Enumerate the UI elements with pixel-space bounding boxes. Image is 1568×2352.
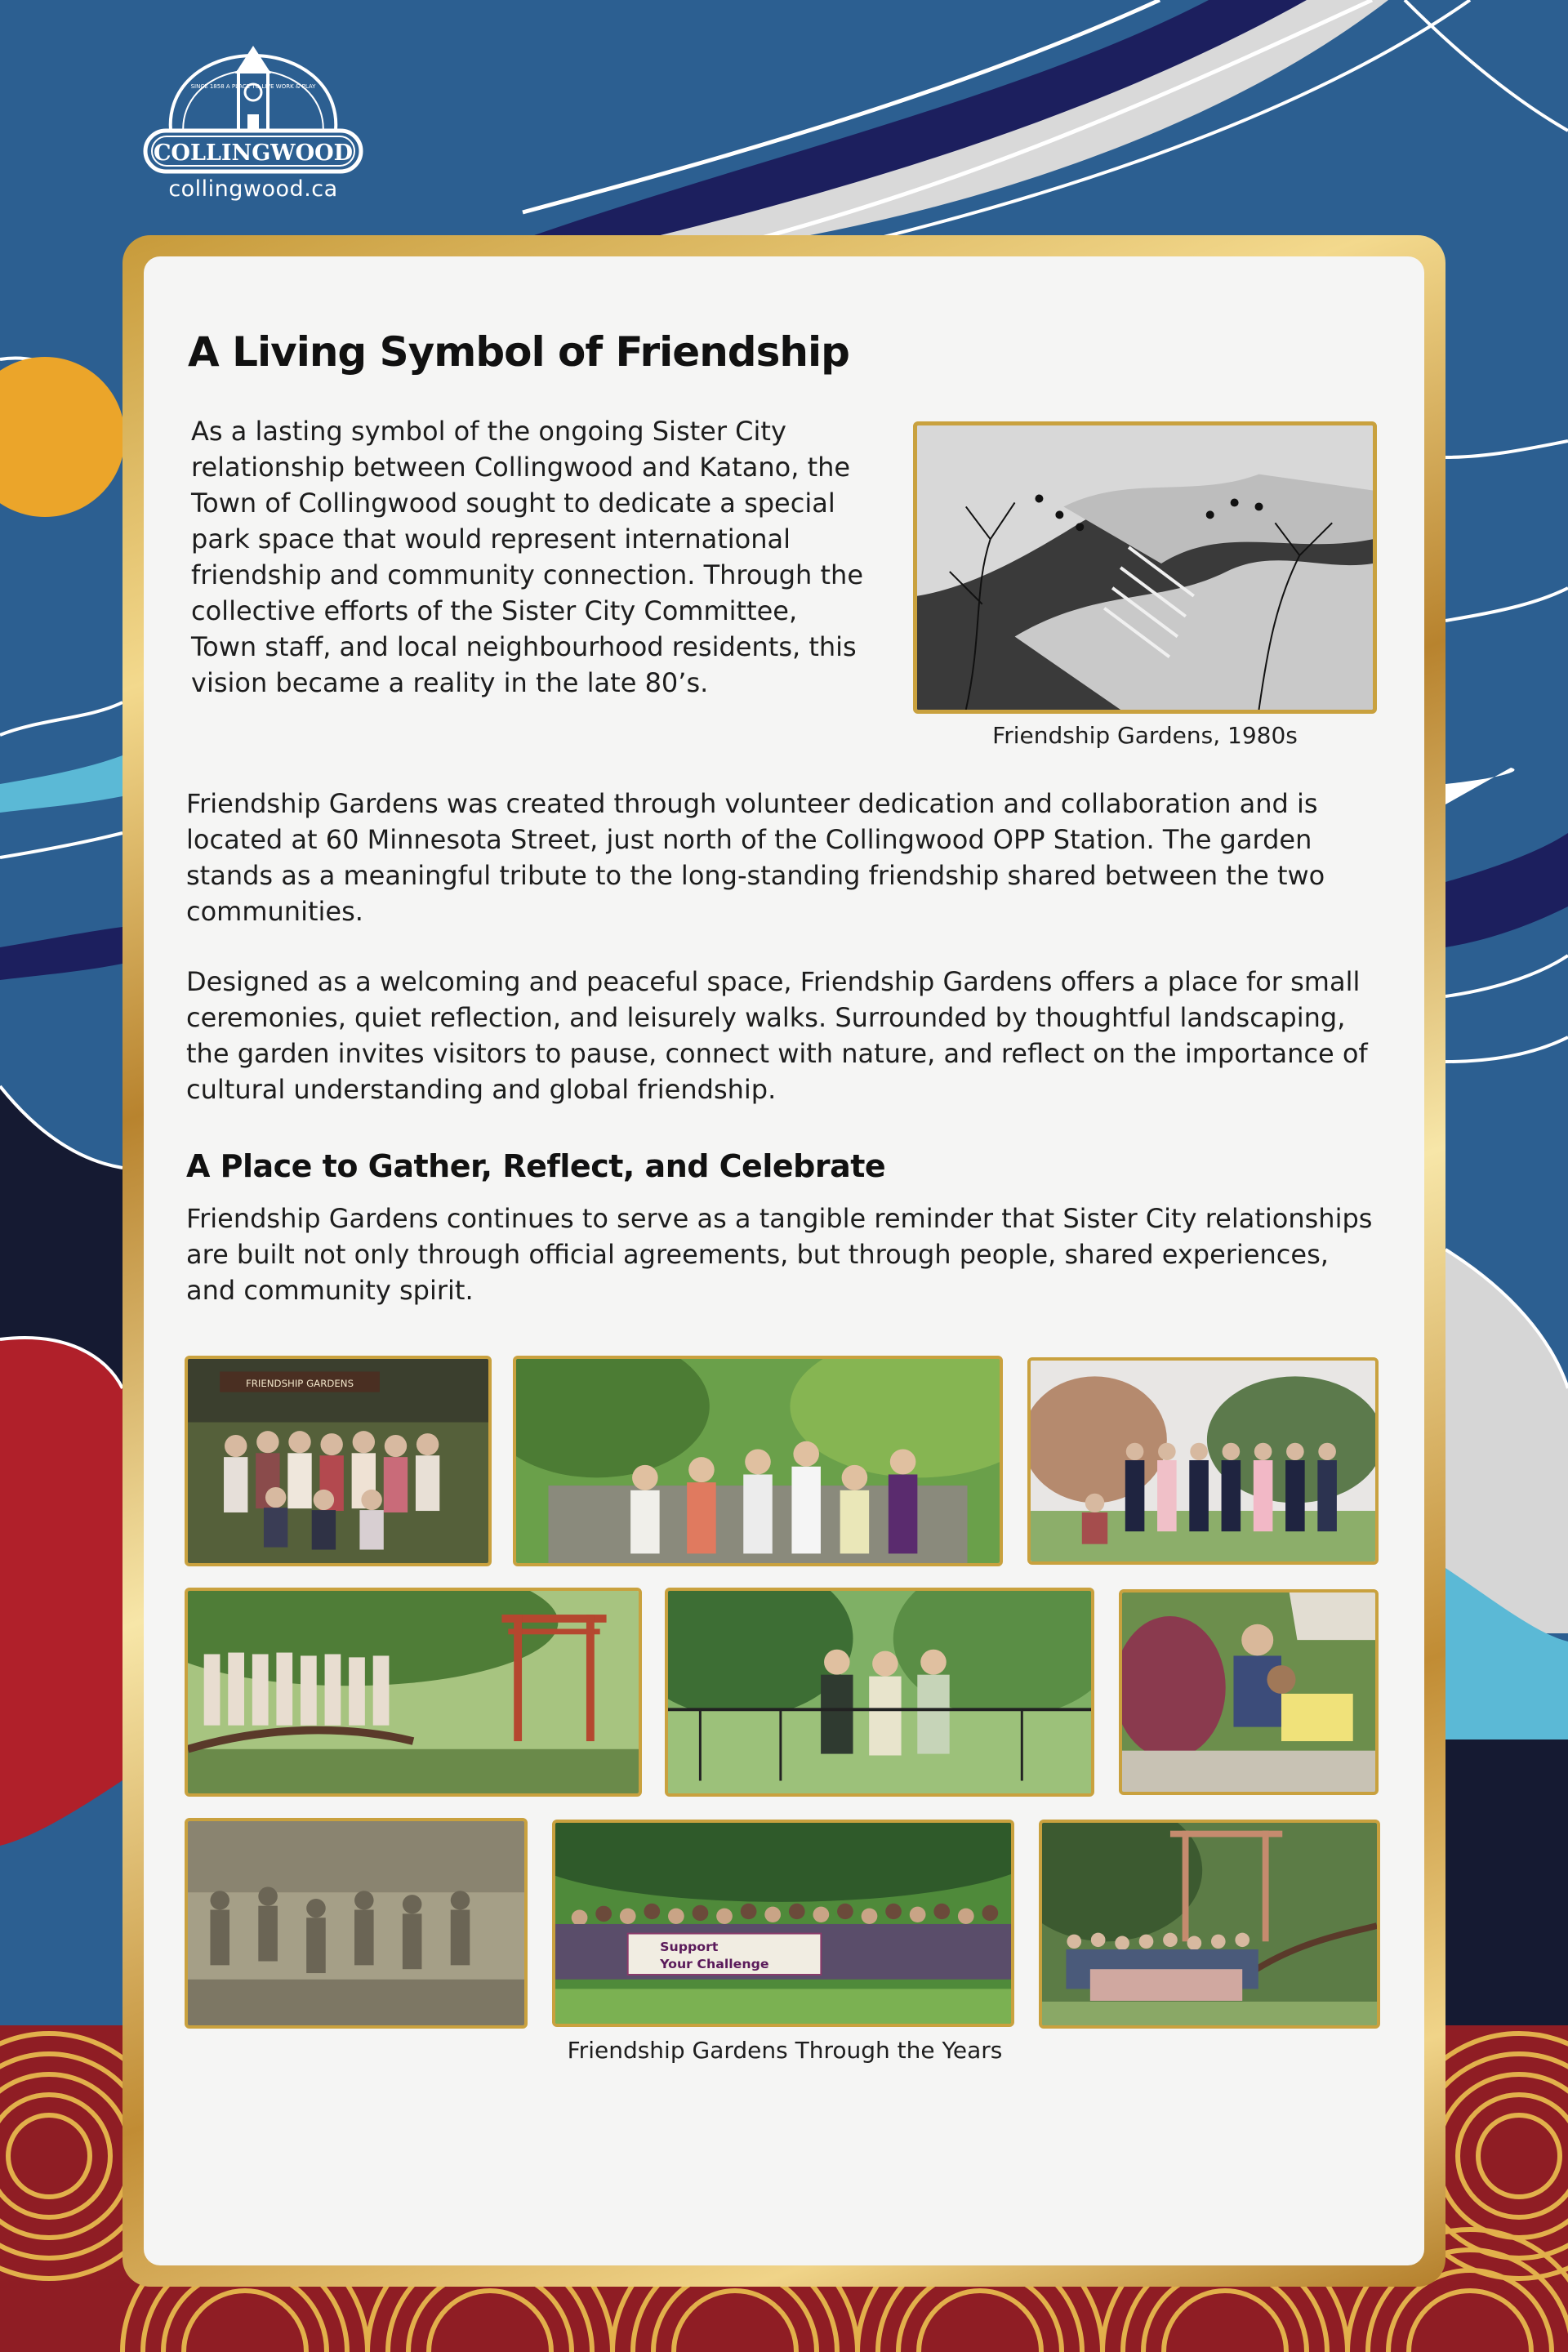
gallery-photo-bridge-torii (185, 1588, 642, 1797)
page-title: A Living Symbol of Friendship (188, 328, 849, 376)
gallery-photo-group-sign (185, 1356, 492, 1566)
gallery-photo-group-banner (552, 1820, 1014, 2027)
gallery-photo-garden-visitors (513, 1356, 1003, 1566)
paragraph-design: Designed as a welcoming and peaceful space, Friendship Gardens offers a place for small ceremonies, quiet reflection, and leisurely walks. Surrounded by thoughtful landscaping, the garden invites visitors to pause, connect with nature, and reflect on the importance of cultural understanding and global friendship. (186, 966, 1368, 1105)
paragraph-location: Friendship Gardens was created through volunteer dedication and collaboration and is located at 60 Minnesota Street, just north of the Collingwood OPP Station. The garden stands as a meaningful tribute to the long-standing friendship shared between the two communities. (186, 788, 1325, 927)
collingwood-logo[interactable] (139, 39, 368, 211)
intro-paragraph: As a lasting symbol of the ongoing Sister City relationship between Collingwood and Katano, the Town of Collingwood sought to dedicate a special park space that would represent international friendship and community connection. Through the collective efforts of the Sister City Committee, Town staff, and local neighbourhood residents, this vision became a reality in the late 80’s. (191, 416, 863, 698)
section-subtitle: A Place to Gather, Reflect, and Celebrate (186, 1148, 886, 1184)
gallery-caption: Friendship Gardens Through the Years (567, 2037, 1003, 2064)
gallery-photo-historic-work (185, 1818, 528, 2029)
gallery-photo-ceremony (1027, 1357, 1379, 1565)
paragraph-gather: Friendship Gardens continues to serve as a tangible reminder that Sister City relationships are built not only through official agreements, but through people, shared experiences, and community spirit. (186, 1203, 1373, 1306)
main-photo-caption: Friendship Gardens, 1980s (992, 722, 1298, 749)
logo-arc-text: SINCE 1858 A PLACE TO LIVE WORK & PLAY (190, 83, 316, 90)
sign-text: FRIENDSHIP GARDENS (245, 1377, 354, 1389)
gallery-photo-group-torii (1039, 1820, 1380, 2029)
banner-text-1: Support (660, 1939, 719, 1954)
gallery-photo-planting (1119, 1589, 1379, 1795)
gallery-photo-railing (665, 1588, 1094, 1797)
logo-name: COLLINGWOOD (153, 140, 354, 166)
main-photo (913, 421, 1377, 714)
clock-tower-logo-icon (139, 39, 368, 174)
website-url[interactable]: collingwood.ca (168, 176, 338, 202)
banner-text-2: Your Challenge (660, 1956, 769, 1972)
